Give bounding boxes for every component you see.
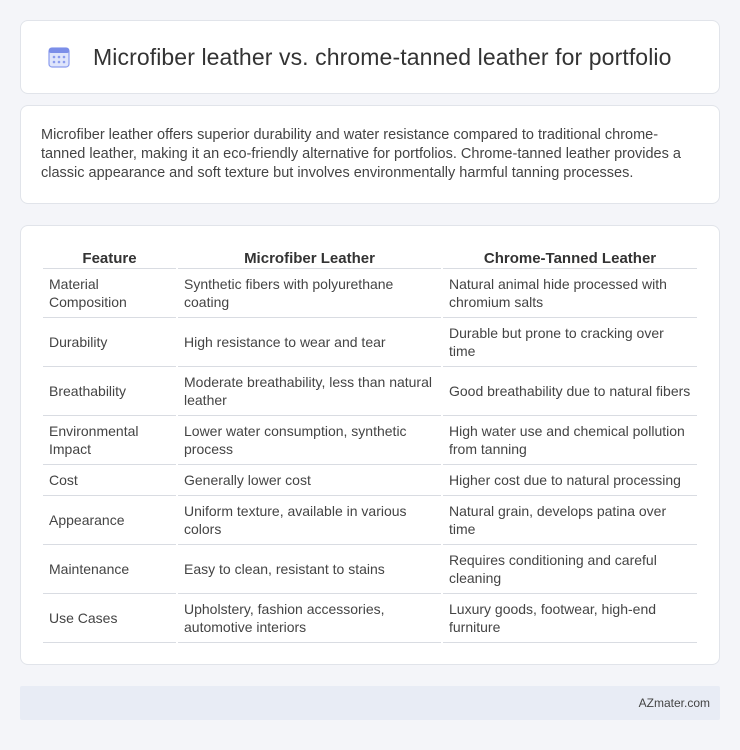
calendar-icon bbox=[47, 45, 71, 69]
microfiber-cell: Upholstery, fashion accessories, automotive interiors bbox=[178, 594, 441, 643]
microfiber-cell: Moderate breathability, less than natural leather bbox=[178, 367, 441, 416]
microfiber-cell: Easy to clean, resistant to stains bbox=[178, 545, 441, 594]
feature-cell: Environmental Impact bbox=[43, 416, 176, 465]
table-row bbox=[43, 496, 697, 545]
microfiber-cell: Synthetic fibers with polyurethane coating bbox=[178, 269, 441, 318]
table-row bbox=[43, 318, 697, 367]
title-card bbox=[20, 20, 720, 94]
chrome-tanned-cell: Luxury goods, footwear, high-end furniture bbox=[443, 594, 697, 643]
microfiber-cell: High resistance to wear and tear bbox=[178, 318, 441, 367]
summary-card bbox=[20, 105, 720, 204]
chrome-tanned-cell: High water use and chemical pollution from tanning bbox=[443, 416, 697, 465]
column-header-microfiber: Microfiber Leather bbox=[178, 245, 441, 269]
feature-cell: Maintenance bbox=[43, 545, 176, 594]
chrome-tanned-cell: Requires conditioning and careful cleaning bbox=[443, 545, 697, 594]
microfiber-cell: Uniform texture, available in various colors bbox=[178, 496, 441, 545]
footer-bar bbox=[20, 686, 720, 720]
table-row bbox=[43, 269, 697, 318]
feature-cell: Material Composition bbox=[43, 269, 176, 318]
feature-cell: Appearance bbox=[43, 496, 176, 545]
table-row bbox=[43, 465, 697, 496]
feature-cell: Use Cases bbox=[43, 594, 176, 643]
feature-cell: Durability bbox=[43, 318, 176, 367]
chrome-tanned-cell: Natural grain, develops patina over time bbox=[443, 496, 697, 545]
column-header-chrome-tanned: Chrome-Tanned Leather bbox=[443, 245, 697, 269]
table-header-row bbox=[43, 245, 697, 269]
column-header-feature: Feature bbox=[43, 245, 176, 269]
footer-site-link[interactable]: AZmater.com bbox=[638, 696, 710, 710]
chrome-tanned-cell: Good breathability due to natural fibers bbox=[443, 367, 697, 416]
summary-text: Microfiber leather offers superior durability and water resistance compared to traditional chrome-tanned leather, making it an eco-friendly alternative for portfolios. Chrome-tanned leather provides a classic appearance and soft texture but involves environmentally harmful tanning processes. bbox=[41, 127, 681, 181]
table-row bbox=[43, 367, 697, 416]
comparison-table bbox=[41, 245, 699, 643]
feature-cell: Cost bbox=[43, 465, 176, 496]
chrome-tanned-cell: Durable but prone to cracking over time bbox=[443, 318, 697, 367]
microfiber-cell: Generally lower cost bbox=[178, 465, 441, 496]
feature-cell: Breathability bbox=[43, 367, 176, 416]
table-row bbox=[43, 545, 697, 594]
comparison-table-card bbox=[20, 225, 720, 665]
table-row bbox=[43, 594, 697, 643]
table-row bbox=[43, 416, 697, 465]
chrome-tanned-cell: Higher cost due to natural processing bbox=[443, 465, 697, 496]
microfiber-cell: Lower water consumption, synthetic process bbox=[178, 416, 441, 465]
page-title: Microfiber leather vs. chrome-tanned leather for portfolio bbox=[93, 43, 672, 70]
chrome-tanned-cell: Natural animal hide processed with chromium salts bbox=[443, 269, 697, 318]
